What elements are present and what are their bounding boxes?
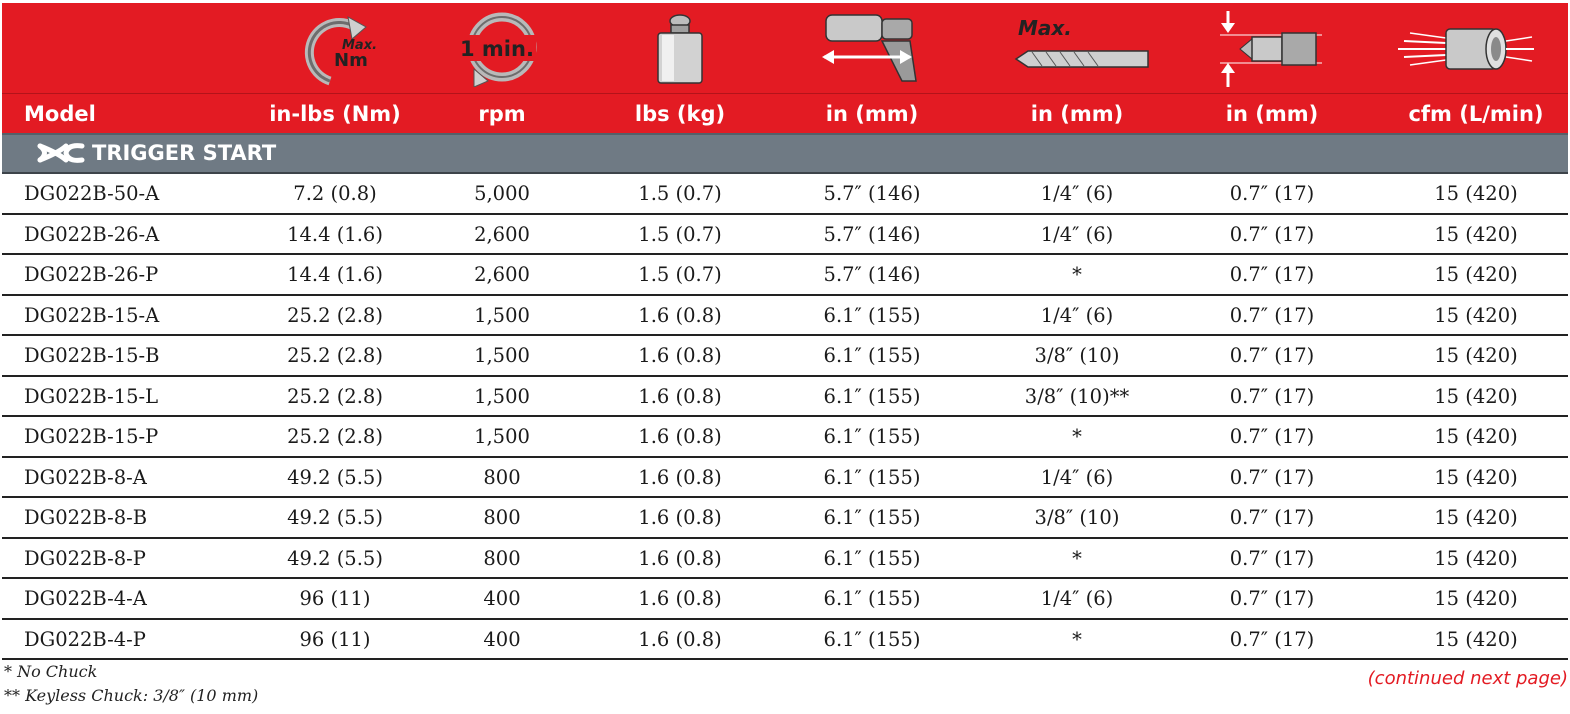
cell-torque: 49.2 (5.5)	[287, 506, 383, 529]
cell-air-flow: 15 (420)	[1434, 182, 1518, 205]
cell-model: DG022B-26-P	[24, 263, 159, 286]
cell-weight: 1.5 (0.7)	[638, 182, 722, 205]
svg-text:Max.: Max.	[1018, 16, 1072, 40]
cell-speed: 1,500	[474, 425, 530, 448]
cell-weight: 1.5 (0.7)	[638, 222, 722, 246]
column-header-max-drill: in (mm)	[1030, 102, 1124, 126]
cell-length: 6.1″ (155)	[823, 303, 921, 327]
cell-speed: 1,500	[474, 384, 530, 408]
cell-weight: 1.6 (0.8)	[638, 425, 722, 448]
cell-weight: 1.6 (0.8)	[638, 506, 722, 529]
cell-speed: 2,600	[474, 222, 530, 246]
cell-speed: 800	[483, 506, 521, 529]
column-header-speed: rpm	[478, 102, 526, 126]
cell-max-drill: *	[1072, 546, 1082, 570]
cell-weight: 1.6 (0.8)	[638, 546, 722, 570]
cell-length: 5.7″ (146)	[823, 222, 921, 246]
cell-model: DG022B-8-P	[24, 546, 146, 570]
column-header-length: in (mm)	[825, 102, 919, 126]
cell-model: DG022B-50-A	[24, 182, 160, 205]
cell-weight: 1.6 (0.8)	[638, 627, 722, 651]
table-row	[2, 377, 1568, 418]
max-drill-icon	[1012, 11, 1152, 87]
cell-model: DG022B-8-B	[24, 506, 148, 529]
cell-chuck-height: 0.7″ (17)	[1229, 506, 1315, 529]
cell-chuck-height: 0.7″ (17)	[1229, 182, 1315, 205]
cell-model: DG022B-15-L	[24, 384, 159, 408]
section-title: TRIGGER START	[92, 141, 277, 165]
cell-length: 6.1″ (155)	[823, 627, 921, 651]
cell-length: 5.7″ (146)	[823, 182, 921, 205]
max-torque-icon	[300, 11, 380, 87]
cell-torque: 7.2 (0.8)	[293, 182, 377, 205]
cell-length: 6.1″ (155)	[823, 587, 921, 610]
cell-max-drill: 3/8″ (10)	[1034, 344, 1120, 367]
speed-icon	[454, 11, 544, 87]
cell-chuck-height: 0.7″ (17)	[1229, 587, 1315, 610]
cell-speed: 5,000	[474, 182, 530, 205]
table-row	[2, 174, 1568, 215]
cell-air-flow: 15 (420)	[1434, 303, 1518, 327]
cell-max-drill: 1/4″ (6)	[1040, 303, 1114, 327]
cell-chuck-height: 0.7″ (17)	[1229, 546, 1315, 570]
footnote-no-chuck: * No Chuck	[4, 662, 98, 681]
cell-air-flow: 15 (420)	[1434, 384, 1518, 408]
data-table	[2, 174, 1568, 660]
cell-max-drill: *	[1072, 263, 1082, 286]
cell-chuck-height: 0.7″ (17)	[1229, 465, 1315, 489]
table-row	[2, 296, 1568, 337]
section-header	[2, 133, 1568, 174]
table-row	[2, 215, 1568, 256]
cell-model: DG022B-8-A	[24, 465, 147, 489]
table-row	[2, 498, 1568, 539]
cell-air-flow: 15 (420)	[1434, 506, 1518, 529]
table-row	[2, 417, 1568, 458]
cell-torque: 25.2 (2.8)	[287, 303, 383, 327]
cell-length: 5.7″ (146)	[823, 263, 921, 286]
cell-air-flow: 15 (420)	[1434, 546, 1518, 570]
cell-torque: 14.4 (1.6)	[287, 222, 383, 246]
column-header-model: Model	[24, 102, 96, 126]
cell-length: 6.1″ (155)	[823, 465, 921, 489]
table-row	[2, 255, 1568, 296]
cell-weight: 1.6 (0.8)	[638, 303, 722, 327]
cell-chuck-height: 0.7″ (17)	[1229, 344, 1315, 367]
cell-weight: 1.6 (0.8)	[638, 465, 722, 489]
cell-air-flow: 15 (420)	[1434, 222, 1518, 246]
cell-chuck-height: 0.7″ (17)	[1229, 222, 1315, 246]
column-header-row	[2, 93, 1568, 134]
cell-max-drill: 3/8″ (10)	[1034, 506, 1120, 529]
cell-length: 6.1″ (155)	[823, 546, 921, 570]
cell-air-flow: 15 (420)	[1434, 344, 1518, 367]
cell-torque: 25.2 (2.8)	[287, 425, 383, 448]
length-icon	[820, 11, 924, 87]
cell-chuck-height: 0.7″ (17)	[1229, 263, 1315, 286]
column-header-chuck-height: in (mm)	[1225, 102, 1319, 126]
column-header-torque: in-lbs (Nm)	[269, 102, 401, 126]
svg-text:1 min.: 1 min.	[460, 37, 534, 61]
cell-model: DG022B-15-P	[24, 425, 159, 448]
cell-chuck-height: 0.7″ (17)	[1229, 425, 1315, 448]
continued-note: (continued next page)	[1367, 668, 1568, 689]
cell-torque: 25.2 (2.8)	[287, 344, 383, 367]
table-row	[2, 336, 1568, 377]
cell-max-drill: *	[1072, 425, 1082, 448]
cell-torque: 96 (11)	[299, 587, 371, 610]
svg-text:Max.: Max.	[342, 38, 378, 53]
cell-max-drill: 1/4″ (6)	[1040, 465, 1114, 489]
cell-max-drill: 3/8″ (10)**	[1024, 384, 1130, 408]
cell-max-drill: 1/4″ (6)	[1040, 222, 1114, 246]
cell-torque: 96 (11)	[299, 627, 371, 651]
cell-air-flow: 15 (420)	[1434, 465, 1518, 489]
table-row	[2, 579, 1568, 620]
icon-header-band	[2, 3, 1568, 93]
cell-model: DG022B-15-B	[24, 344, 160, 367]
cell-weight: 1.6 (0.8)	[638, 384, 722, 408]
cell-length: 6.1″ (155)	[823, 384, 921, 408]
weight-icon	[652, 11, 708, 87]
cell-model: DG022B-15-A	[24, 303, 160, 327]
cell-max-drill: 1/4″ (6)	[1040, 182, 1114, 205]
cell-weight: 1.6 (0.8)	[638, 587, 722, 610]
table-row	[2, 539, 1568, 580]
cell-chuck-height: 0.7″ (17)	[1229, 384, 1315, 408]
cell-air-flow: 15 (420)	[1434, 263, 1518, 286]
cell-speed: 800	[483, 546, 521, 570]
cell-length: 6.1″ (155)	[823, 425, 921, 448]
cell-length: 6.1″ (155)	[823, 506, 921, 529]
cell-torque: 49.2 (5.5)	[287, 546, 383, 570]
cell-speed: 400	[483, 587, 521, 610]
table-row	[2, 458, 1568, 499]
column-header-air-flow: cfm (L/min)	[1408, 102, 1544, 126]
cell-air-flow: 15 (420)	[1434, 627, 1518, 651]
chuck-height-icon	[1214, 11, 1324, 87]
cell-torque: 49.2 (5.5)	[287, 465, 383, 489]
cell-speed: 400	[483, 627, 521, 651]
trigger-start-icon	[36, 140, 86, 166]
cell-model: DG022B-4-P	[24, 627, 146, 651]
cell-torque: 25.2 (2.8)	[287, 384, 383, 408]
cell-air-flow: 15 (420)	[1434, 587, 1518, 610]
cell-model: DG022B-4-A	[24, 587, 147, 610]
table-row	[2, 620, 1568, 661]
cell-max-drill: *	[1072, 627, 1082, 651]
cell-speed: 1,500	[474, 344, 530, 367]
svg-text:Nm: Nm	[334, 50, 368, 71]
cell-chuck-height: 0.7″ (17)	[1229, 627, 1315, 651]
cell-model: DG022B-26-A	[24, 222, 160, 246]
cell-max-drill: 1/4″ (6)	[1040, 587, 1114, 610]
cell-torque: 14.4 (1.6)	[287, 263, 383, 286]
cell-speed: 2,600	[474, 263, 530, 286]
cell-chuck-height: 0.7″ (17)	[1229, 303, 1315, 327]
cell-weight: 1.6 (0.8)	[638, 344, 722, 367]
cell-weight: 1.5 (0.7)	[638, 263, 722, 286]
cell-air-flow: 15 (420)	[1434, 425, 1518, 448]
air-flow-icon	[1396, 11, 1536, 87]
cell-speed: 1,500	[474, 303, 530, 327]
column-header-weight: lbs (kg)	[634, 102, 726, 126]
cell-speed: 800	[483, 465, 521, 489]
footnote-keyless-chuck: ** Keyless Chuck: 3/8″ (10 mm)	[4, 686, 259, 705]
cell-length: 6.1″ (155)	[823, 344, 921, 367]
